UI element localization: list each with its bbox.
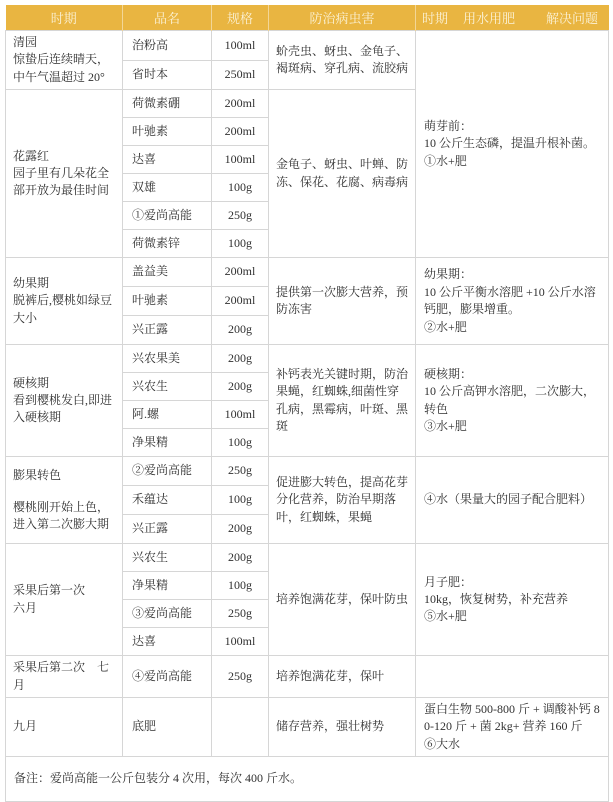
spec-cell: 250ml (212, 60, 269, 90)
spec-cell: 100ml (212, 31, 269, 61)
period-cell (6, 258, 123, 345)
product-name-cell: 兴正露 (123, 515, 212, 544)
spec-cell: 100ml (212, 628, 269, 656)
spec-cell: 100g (212, 572, 269, 600)
product-name-cell: 兴农果美 (123, 345, 212, 373)
pest-cell: 培养饱满花芽，保叶防虫 (269, 544, 416, 656)
product-name-cell: 达喜 (123, 628, 212, 656)
period-title: 采果后第二次 七月 (13, 660, 110, 692)
pest-cell: 金龟子、蚜虫、叶蝉、防冻、保花、花腐、病毒病 (269, 90, 416, 258)
pest-cell: 补钙表光关键时期，防治果蝇，红蜘蛛,细菌性穿孔病，黑霉病，叶斑、黑斑 (269, 345, 416, 457)
product-name-cell: 兴正露 (123, 316, 212, 345)
period-title: 花露红 (13, 148, 50, 163)
product-name-cell: ③爱尚高能 (123, 600, 212, 628)
table-row (6, 258, 609, 287)
spec-cell: 250g (212, 202, 269, 230)
product-name-cell: 达喜 (123, 146, 212, 174)
water-line: ⑤水+肥 (424, 609, 467, 624)
pest-cell: 提供第一次膨大营养，预防冻害 (269, 258, 416, 345)
spec-cell: 200ml (212, 258, 269, 287)
product-name-cell: 荷微素锌 (123, 230, 212, 258)
period-title: 幼果期 (13, 276, 50, 291)
product-name-cell: ②爱尚高能 (123, 457, 212, 486)
water-line: 硬核期： (424, 366, 473, 381)
header-right-group (416, 5, 609, 31)
period-desc: 六月 (13, 600, 38, 615)
table-row (6, 457, 609, 486)
spec-cell: 200g (212, 544, 269, 572)
spec-cell: 100g (212, 486, 269, 515)
period-title: 膨果转色 (13, 467, 62, 482)
product-name-cell: 净果精 (123, 429, 212, 457)
water-plan-cell (416, 457, 609, 544)
water-line: 10 公斤平衡水溶肥 +10 公斤水溶钙肥，膨果增重。 (424, 284, 596, 317)
spec-cell: 200ml (212, 287, 269, 316)
header-right-solve: 解决问题 (546, 11, 599, 26)
header-right-period: 时期 (422, 11, 449, 26)
period-cell (6, 31, 123, 90)
spray-schedule-table (5, 5, 609, 802)
product-name-cell: ④爱尚高能 (123, 656, 212, 698)
pest-cell: 蚧壳虫、蚜虫、金龟子、褐斑病、穿孔病、流胶病 (269, 31, 416, 90)
spec-cell: 200g (212, 373, 269, 401)
product-name-cell: 兴农生 (123, 373, 212, 401)
table-row (6, 697, 609, 756)
period-cell (6, 544, 123, 656)
water-plan-cell (416, 697, 609, 756)
period-title: 九月 (13, 719, 38, 734)
spec-cell: 200ml (212, 118, 269, 146)
spec-cell: 100g (212, 174, 269, 202)
product-name-cell: 阿.螺 (123, 401, 212, 429)
spec-cell: 200ml (212, 90, 269, 118)
water-plan-cell (416, 31, 609, 258)
period-desc: 脱裤后,樱桃如绿豆大小 (13, 293, 113, 325)
water-line: ④水（果量大的园子配合肥料） (424, 492, 593, 507)
spec-cell: 200g (212, 316, 269, 345)
water-plan-cell (416, 345, 609, 457)
period-desc: 园子里有几朵花全部开放为最佳时间 (13, 165, 110, 198)
spec-cell: 100ml (212, 401, 269, 429)
spec-cell: 250g (212, 656, 269, 698)
spec-cell: 100ml (212, 146, 269, 174)
water-plan-cell (416, 258, 609, 345)
product-name-cell: 荷微素硼 (123, 90, 212, 118)
spec-cell: 100g (212, 230, 269, 258)
water-line: ②水+肥 (424, 319, 467, 334)
table-header-row (6, 5, 609, 31)
note-text: 备注：爱尚高能一公斤包装分 4 次用，每次 400 斤水。 (6, 757, 609, 802)
pest-cell: 培养饱满花芽，保叶 (269, 656, 416, 698)
header-period: 时期 (6, 5, 123, 31)
period-title: 采果后第一次 (13, 583, 86, 598)
period-title: 清园 (13, 35, 38, 49)
note-row (6, 757, 609, 802)
water-line: ③水+肥 (424, 419, 467, 434)
product-name-cell: 盖益美 (123, 258, 212, 287)
product-name-cell: 双雄 (123, 174, 212, 202)
water-line: ①水+肥 (424, 153, 467, 168)
product-name-cell: 省时本 (123, 60, 212, 90)
water-line: 萌芽前： (424, 119, 473, 133)
period-desc: 樱桃刚开始上色， 进入第二次膨大期 (13, 499, 110, 532)
period-title: 硬核期 (13, 375, 50, 390)
period-cell (6, 697, 123, 756)
period-cell (6, 90, 123, 258)
water-line: 10kg，恢复树势，补充营养 (424, 591, 569, 606)
product-name-cell: 治粉高 (123, 31, 212, 61)
water-line: 幼果期： (424, 267, 473, 282)
water-plan-cell (416, 544, 609, 656)
table-row (6, 656, 609, 698)
spec-cell (212, 697, 269, 756)
period-cell (6, 345, 123, 457)
header-product: 品名 (123, 5, 212, 31)
product-name-cell: 净果精 (123, 572, 212, 600)
product-name-cell: 底肥 (123, 697, 212, 756)
water-line: 10 公斤生态磷，提温升根补菌。 (424, 136, 596, 151)
product-name-cell: 禾蕴达 (123, 486, 212, 515)
spec-cell: 200g (212, 515, 269, 544)
period-desc: 惊蛰后连续晴天，中午气温超过 20° (13, 52, 110, 84)
period-cell (6, 656, 123, 698)
table-row (6, 544, 609, 572)
water-line: 蛋白生物 500-800 斤 + 调酸补钙 80-120 斤 + 菌 2kg+ 营养 160 斤 ⑥大水 (424, 701, 600, 751)
spec-cell: 100g (212, 429, 269, 457)
product-name-cell: 叶驰素 (123, 118, 212, 146)
pest-cell: 促进膨大转色，提高花芽分化营养，防治早期落叶，红蜘蛛，果蝇 (269, 457, 416, 544)
header-pest: 防治病虫害 (269, 5, 416, 31)
product-name-cell: 叶驰素 (123, 287, 212, 316)
table-row (6, 345, 609, 373)
water-line: 月子肥： (424, 574, 473, 589)
spec-cell: 200g (212, 345, 269, 373)
header-spec: 规格 (212, 5, 269, 31)
period-cell (6, 457, 123, 544)
period-desc: 看到樱桃发白,即进入硬核期 (13, 392, 113, 425)
header-right-water: 用水用肥 (463, 11, 516, 26)
product-name-cell: 兴农生 (123, 544, 212, 572)
table-row (6, 31, 609, 61)
pest-cell: 储存营养，强壮树势 (269, 697, 416, 756)
product-name-cell: ①爱尚高能 (123, 202, 212, 230)
water-plan-cell (416, 656, 609, 698)
spec-cell: 250g (212, 457, 269, 486)
spec-cell: 250g (212, 600, 269, 628)
water-line: 10 公斤高钾水溶肥，二次膨大，转色 (424, 384, 596, 416)
